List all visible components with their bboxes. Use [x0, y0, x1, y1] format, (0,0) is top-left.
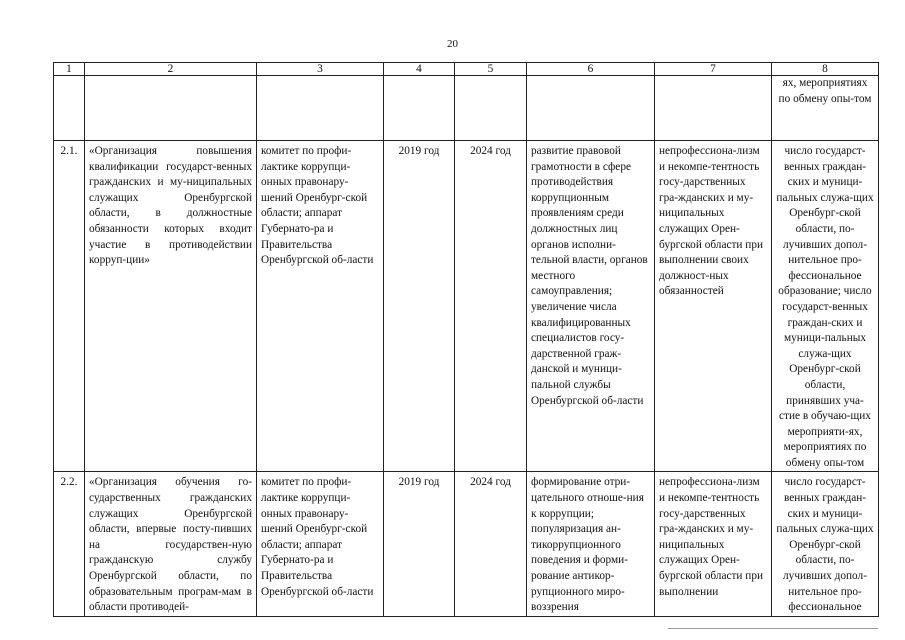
header-cell: 4 — [384, 63, 455, 76]
page-number: 20 — [447, 38, 458, 50]
header-cell: 2 — [85, 63, 257, 76]
activity-name-cell: «Организация повышения квалификации государст-венных гражданских и му-ниципальных служащих Оренбургской области, в должностные обязанности которых входит участие в противодействии корруп-ции» — [85, 141, 257, 472]
indicator-cell: ях, мероприятиях по обмену опы-том — [772, 76, 879, 141]
end-date-cell: 2024 год — [455, 472, 527, 616]
header-cell: 5 — [455, 63, 527, 76]
table-row-continuation — [54, 76, 879, 141]
start-date-cell: 2019 год — [384, 472, 455, 616]
indicator-cell: число государст-венных граждан-ских и муници-пальных служа-щих Оренбург-ской области, по-лучивших допол-нительное про-фессиональное — [772, 472, 879, 616]
header-cell: 6 — [527, 63, 655, 76]
row-number-cell: 2.2. — [54, 472, 85, 616]
table-header-row — [54, 63, 879, 76]
start-date-cell: 2019 год — [384, 141, 455, 472]
result-cell: развитие правовой грамотности в сфере противодействия коррупционным проявлениям среди должностных лиц органов исполни-тельной власти, органов местного самоуправления; увеличение числа квалифицированных специалистов госу-дарственной граж-данской и муници-пальной службы Оренбургской об-ласти — [527, 141, 655, 472]
header-cell: 7 — [655, 63, 772, 76]
result-cell: формирование отри-цательного отноше-ния к коррупции; популяризация ан-тикоррупционного поведения и форми-рование антикор-рупционного миро-воззрения — [527, 472, 655, 616]
indicator-cell: число государст-венных граждан-ских и муници-пальных служа-щих Оренбург-ской области, по-лучивших допол-нительное про-фессиональное образование; число государст-венных граждан-ских и муници-пальных служа-щих Оренбург-ской области, принявших уча-стие в обучаю-щих мероприяти-ях, мероприятиях по обмену опы-том — [772, 141, 879, 472]
executors-cell: комитет по профи-лактике коррупци-онных правонару-шений Оренбург-ской области; аппарат Губернато-ра и Правительства Оренбургской об-ласти — [257, 141, 384, 472]
risks-cell: непрофессиона-лизм и некомпе-тентность госу-дарственных гра-жданских и му-ниципальных служащих Орен-бургской области при выполнении своих должност-ных обязанностей — [655, 141, 772, 472]
header-cell: 1 — [54, 63, 85, 76]
table-row — [54, 472, 879, 616]
activities-table — [53, 62, 879, 617]
header-cell: 3 — [257, 63, 384, 76]
bottom-divider — [668, 628, 878, 629]
row-number-cell: 2.1. — [54, 141, 85, 472]
end-date-cell: 2024 год — [455, 141, 527, 472]
table-row — [54, 141, 879, 472]
activity-name-cell: «Организация обучения го-сударственных гражданских служащих Оренбургской области, впервые посту-пивших на государствен-ную гражданскую службу Оренбургской области, по образовательным програм-мам в области противодей- — [85, 472, 257, 616]
risks-cell: непрофессиона-лизм и некомпе-тентность госу-дарственных гра-жданских и му-ниципальных служащих Орен-бургской области при выполнении — [655, 472, 772, 616]
executors-cell: комитет по профи-лактике коррупци-онных правонару-шений Оренбург-ской области; аппарат Губернато-ра и Правительства Оренбургской об-ласти — [257, 472, 384, 616]
header-cell: 8 — [772, 63, 879, 76]
